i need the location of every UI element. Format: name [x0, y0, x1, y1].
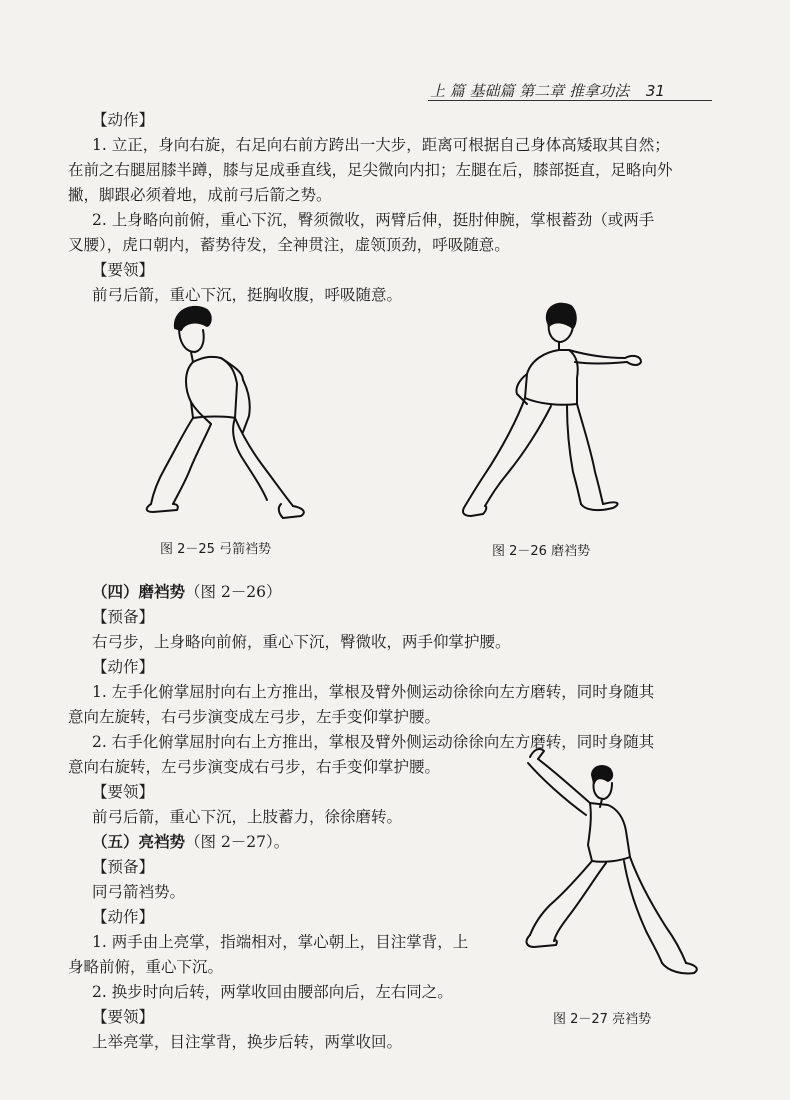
page-number: 31: [645, 82, 665, 100]
para-line: 1. 两手由上亮掌，指端相对，掌心朝上，目注掌背，上: [92, 933, 469, 951]
section-5-title: （五）亮裆势: [92, 833, 186, 851]
para-line: 1. 左手化俯掌屈肘向右上方推出，掌根及臂外侧运动徐徐向左方磨转，同时身随其: [92, 683, 655, 701]
label-essentials-1: 【要领】: [92, 261, 155, 279]
section-5-ref: （图 2－27）。: [185, 833, 290, 851]
para-line: 右弓步，上身略向前俯，重心下沉，臀微收，两手仰掌护腰。: [92, 633, 511, 651]
para-line: 撇，脚跟必须着地，成前弓后箭之势。: [68, 186, 332, 204]
running-header: [430, 80, 705, 101]
label-action-1: 【动作】: [92, 111, 155, 129]
figure-bow-stance-illustration: [135, 300, 320, 525]
para-line: 叉腰），虎口朝内，蓄势待发，全神贯注，虚领顶劲，呼吸随意。: [68, 236, 510, 254]
para-line: 同弓箭裆势。: [92, 883, 186, 901]
para-line: 身略前俯，重心下沉。: [68, 958, 224, 976]
figure-caption-2-25: 图 2－25 弓箭裆势: [160, 542, 272, 557]
para-line: 2. 上身略向前俯，重心下沉，臀须微收，两臂后伸，挺肘伸腕，掌根蓄劲（或两手: [92, 211, 655, 229]
section-4-title: （四）磨裆势: [92, 583, 186, 601]
para-line: 2. 换步时向后转，两掌收回由腰部向后，左右同之。: [92, 983, 453, 1001]
header-rule: [428, 100, 712, 101]
para-line: 意向左旋转，右弓步演变成左弓步，左手变仰掌护腰。: [68, 708, 441, 726]
header-text: 上 篇 基础篇 第二章 推拿功法: [430, 82, 630, 100]
para-line: 在前之右腿屈膝半蹲，膝与足成垂直线，足尖微向内扣；左腿在后，膝部挺直，足略向外: [68, 161, 673, 179]
label-prep-4: 【预备】: [92, 608, 155, 626]
figure-grinding-stance-illustration: [455, 300, 650, 522]
label-prep-5: 【预备】: [92, 858, 155, 876]
para-line: 上举亮掌，目注掌背，换步后转，两掌收回。: [92, 1033, 403, 1051]
label-essentials-5: 【要领】: [92, 1008, 155, 1026]
para-line: 2. 右手化俯掌屈肘向右上方推出，掌根及臂外侧运动徐徐向左方磨转，同时身随其: [92, 733, 655, 751]
section-4-heading: [92, 580, 742, 605]
para-line: 前弓后箭，重心下沉，挺胸收腹，呼吸随意。: [92, 286, 403, 304]
para-line: 意向右旋转，左弓步演变成右弓步，右手变仰掌护腰。: [68, 758, 441, 776]
figure-caption-2-26: 图 2－26 磨裆势: [492, 544, 591, 559]
label-action-5: 【动作】: [92, 908, 155, 926]
label-essentials-4: 【要领】: [92, 783, 155, 801]
section-4-ref: （图 2－26）: [185, 583, 282, 601]
figure-bright-stance-illustration: [520, 745, 710, 990]
para-line: 1. 立正，身向右旋，右足向右前方跨出一大步，距离可根据自己身体高矮取其自然；: [92, 136, 670, 154]
figure-caption-2-27: 图 2－27 亮裆势: [553, 1012, 652, 1027]
para-line: 前弓后箭，重心下沉，上肢蓄力，徐徐磨转。: [92, 808, 403, 826]
label-action-4: 【动作】: [92, 658, 155, 676]
